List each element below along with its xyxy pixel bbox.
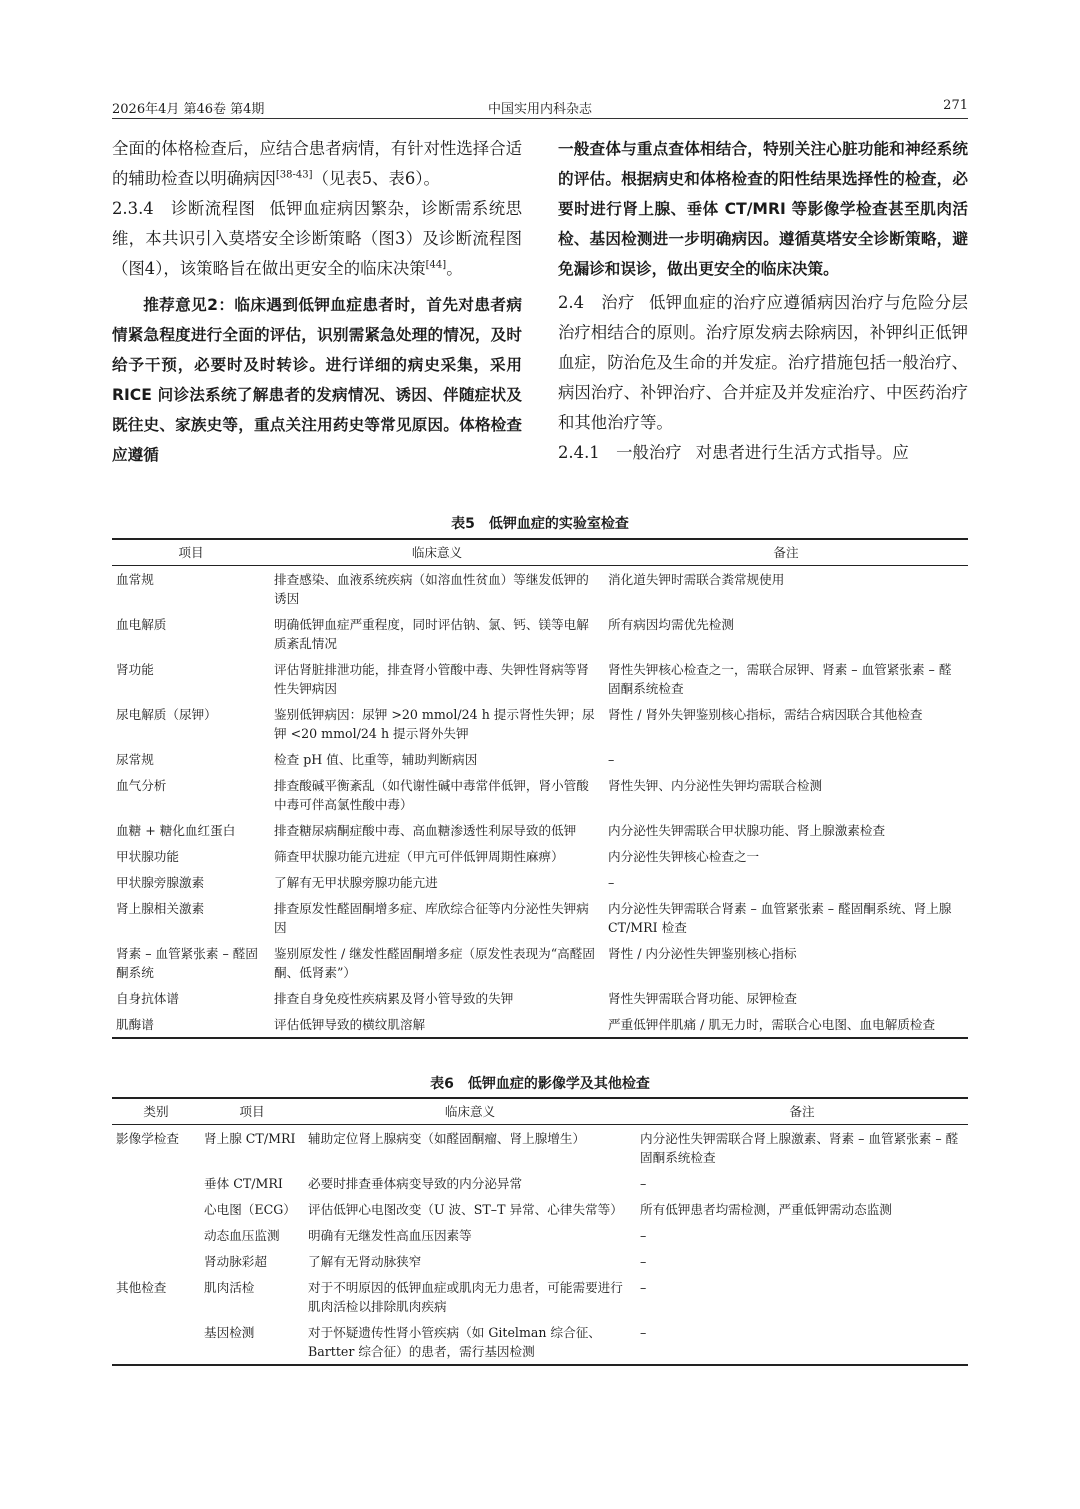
table-cell: 鉴别原发性 / 继发性醛固酮增多症（原发性表现为“高醛固酮、低肾素”） [274,946,595,980]
table-cell: 所有低钾患者均需检测，严重低钾需动态监测 [640,1202,892,1217]
table-row [112,746,968,772]
section-heading: 2.4.1 一般治疗 [558,443,682,462]
table-cell: 影像学检查 [116,1131,179,1146]
table-cell: 自身抗体谱 [116,991,179,1006]
table-row [112,895,968,940]
table-row [112,1196,968,1222]
recommendation-2-cont: 一般查体与重点查体相结合，特别关注心脏功能和神经系统的评估。根据病史和体格检查的阳性结果选择性的检查，必要时进行肾上腺、垂体 CT/MRI 等影像学检查甚至肌肉活检、基因检测进一步明确病因。遵循莫塔安全诊断策略，避免漏诊和误诊，做出更安全的临床决策。 [558,140,968,278]
table-row [112,1248,968,1274]
table-cell: 消化道失钾时需联合粪常规使用 [608,572,785,587]
table-cell: 血糖 + 糖化血红蛋白 [116,823,236,838]
column-header: 临床意义 [304,1098,636,1125]
table-cell: 肾性失钾需联合肾功能、尿钾检查 [608,991,797,1006]
table-row [112,611,968,656]
column-header: 备注 [604,539,968,566]
table-cell: 肾素 – 血管紧张素 – 醛固酮系统 [116,946,258,980]
table-cell: 排查原发性醛固酮增多症、库欣综合征等内分泌性失钾病因 [274,901,589,935]
table-cell: 评估肾脏排泄功能，排查肾小管酸中毒、失钾性肾病等肾性失钾病因 [274,662,589,696]
table-cell [112,1248,200,1274]
table-cell: – [640,1325,647,1340]
table-cell: – [608,875,615,890]
table-cell [112,1196,200,1222]
paragraph-diagnostic-flow: 2.3.4 诊断流程图 低钾血症病因繁杂，诊断需系统思维，本共识引入莫塔安全诊断策略（图3）及诊断流程图（图4），该策略旨在做出更安全的临床决策[44]。 [112,199,522,278]
table-cell: 辅助定位肾上腺病变（如醛固酮瘤、肾上腺增生） [308,1131,586,1146]
section-heading: 2.3.4 诊断流程图 [112,199,256,218]
table-row [112,656,968,701]
issue-info: 2026年4月 第46卷 第4期 [112,102,265,117]
citation: [38-43] [275,169,313,181]
table5 [112,538,968,1039]
citation: [44] [425,259,447,271]
column-header: 类别 [112,1098,200,1125]
table-cell: 内分泌性失钾核心检查之一 [608,849,760,864]
recommendation-2: 推荐意见2：临床遇到低钾血症患者时，首先对患者病情紧急程度进行全面的评估，识别需紧急处理的情况，及时给予干预，必要时及时转诊。进行详细的病史采集，采用 RICE 问诊法系统了解患者的发病情况、诱因、伴随症状及既往史、家族史等，重点关注用药史等常见原因。体格检查应遵循 [112,296,522,464]
table-cell: 肾功能 [116,662,154,677]
table-cell: 血电解质 [116,617,167,632]
table-row [112,1319,968,1365]
table-cell: 鉴别低钾病因：尿钾 >20 mmol/24 h 提示肾性失钾；尿钾 <20 mmol/24 h 提示肾外失钾 [274,707,595,741]
column-header: 项目 [112,539,270,566]
table-cell: 排查感染、血液系统疾病（如溶血性贫血）等继发低钾的诱因 [274,572,589,606]
column-header: 备注 [636,1098,968,1125]
table-row [112,1222,968,1248]
table-cell: 肾性 / 肾外失钾鉴别核心指标，需结合病因联合其他检查 [608,707,923,722]
table-cell: 排查自身免疫性疾病累及肾小管导致的失钾 [274,991,514,1006]
table-row [112,940,968,985]
table-cell [112,1222,200,1248]
table-row [112,1170,968,1196]
table-cell: 肾动脉彩超 [204,1254,267,1269]
table-cell: 筛查甲状腺功能亢进症（甲亢可伴低钾周期性麻痹） [274,849,564,864]
running-header [112,98,968,119]
table-cell: 明确有无继发性高血压因素等 [308,1228,472,1243]
table-cell: 必要时排查垂体病变导致的内分泌异常 [308,1176,523,1191]
table-cell: 排查酸碱平衡紊乱（如代谢性碱中毒常伴低钾，肾小管酸中毒可伴高氯性酸中毒） [274,778,589,812]
table-cell: 严重低钾伴肌痛 / 肌无力时，需联合心电图、血电解质检查 [608,1017,936,1032]
paragraph-general-treatment: 2.4.1 一般治疗 对患者进行生活方式指导。应 [558,443,909,462]
table-row [112,1011,968,1038]
table-row [112,1274,968,1319]
table-cell: 了解有无肾动脉狭窄 [308,1254,422,1269]
table-cell: 了解有无甲状腺旁腺功能亢进 [274,875,438,890]
paragraph-exam: 全面的体格检查后，应结合患者病情，有针对性选择合适的辅助检查以明确病因[38-43]（见表5、表6）。 [112,139,522,188]
table-cell: 检查 pH 值、比重等，辅助判断病因 [274,752,478,767]
table-cell [112,1319,200,1365]
table-row [112,701,968,746]
table-cell: 其他检查 [116,1280,167,1295]
table-cell: – [640,1254,647,1269]
table-cell: 甲状腺功能 [116,849,179,864]
table-cell: 明确低钾血症严重程度，同时评估钠、氯、钙、镁等电解质紊乱情况 [274,617,589,651]
table-cell: 内分泌性失钾需联合肾素 – 血管紧张素 – 醛固酮系统、肾上腺 CT/MRI 检查 [608,901,952,935]
table-cell: 肾性失钾核心检查之一，需联合尿钾、肾素 – 血管紧张素 – 醛固酮系统检查 [608,662,952,696]
table-cell: 尿常规 [116,752,154,767]
table-cell: 尿电解质（尿钾） [116,707,217,722]
journal-name: 中国实用内科杂志 [487,102,592,117]
table-row [112,1125,968,1171]
table-cell: 肌肉活检 [204,1280,255,1295]
table-row [112,843,968,869]
table-cell: – [640,1228,647,1243]
table-cell: 血气分析 [116,778,167,793]
table-cell: – [640,1176,647,1191]
table-cell: – [608,752,615,767]
column-header: 项目 [200,1098,304,1125]
table-cell: 肾上腺相关激素 [116,901,205,916]
table-cell: 对于怀疑遗传性肾小管疾病（如 Gitelman 综合征、Bartter 综合征）的患者，需行基因检测 [308,1325,601,1359]
table-cell: 血常规 [116,572,154,587]
table-cell: 肾性失钾、内分泌性失钾均需联合检测 [608,778,823,793]
left-column [112,134,522,470]
table-row [112,772,968,817]
table-cell: 心电图（ECG） [204,1202,296,1217]
section-heading: 2.4 治疗 [558,293,635,312]
table-row [112,566,968,612]
table6-title: 表6 低钾血症的影像学及其他检查 [430,1076,650,1092]
table-cell [112,1170,200,1196]
table-cell: 所有病因均需优先检测 [608,617,734,632]
table-cell: 垂体 CT/MRI [204,1176,283,1191]
table-cell: 肾性 / 内分泌性失钾鉴别核心指标 [608,946,797,961]
page-number: 271 [943,98,968,113]
table-cell: – [640,1280,647,1295]
right-column [558,134,968,468]
table-cell: 内分泌性失钾需联合肾上腺激素、肾素 – 血管紧张素 – 醛固酮系统检查 [640,1131,959,1165]
table-row [112,817,968,843]
table-cell: 肾上腺 CT/MRI [204,1131,296,1146]
table-cell: 排查糖尿病酮症酸中毒、高血糖渗透性利尿导致的低钾 [274,823,577,838]
table6 [112,1097,968,1366]
table-cell: 评估低钾心电图改变（U 波、ST–T 异常、心律失常等） [308,1202,623,1217]
table-cell: 肌酶谱 [116,1017,154,1032]
table-cell: 对于不明原因的低钾血症或肌肉无力患者，可能需要进行肌肉活检以排除肌肉疾病 [308,1280,623,1314]
table-cell: 内分泌性失钾需联合甲状腺功能、肾上腺激素检查 [608,823,886,838]
table-row [112,985,968,1011]
table-cell: 基因检测 [204,1325,255,1340]
column-header: 临床意义 [270,539,604,566]
table-row [112,869,968,895]
table-cell: 动态血压监测 [204,1228,280,1243]
table5-title: 表5 低钾血症的实验室检查 [451,516,629,532]
table-cell: 甲状腺旁腺激素 [116,875,205,890]
paragraph-treatment: 2.4 治疗 低钾血症的治疗应遵循病因治疗与危险分层治疗相结合的原则。治疗原发病去除病因，补钾纠正低钾血症，防治危及生命的并发症。治疗措施包括一般治疗、病因治疗、补钾治疗、合并症及并发症治疗、中医药治疗和其他治疗等。 [558,293,968,432]
table-cell: 评估低钾导致的横纹肌溶解 [274,1017,426,1032]
